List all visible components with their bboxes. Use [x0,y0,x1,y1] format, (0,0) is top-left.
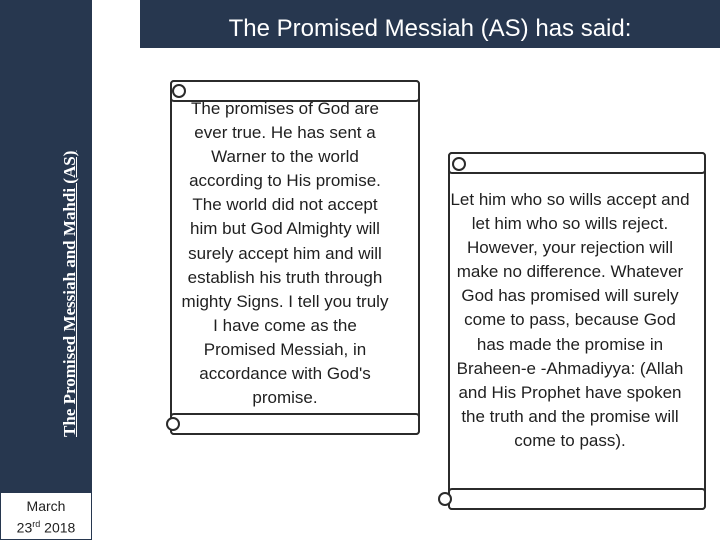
date-year: 2018 [40,519,76,536]
date-day: 23 [16,519,33,536]
quote-scroll-right [448,152,706,510]
date-day-year [0,515,92,537]
quote-text-left: The promises of God are ever true. He has sent a Warner to the world according to His promise. The world did not accept him but God Almighty will surely accept him and will establish his truth through mighty Signs. I tell you truly I have come as the Promised Messiah, in accordance with God's promise. [181,99,389,408]
page-title: The Promised Messiah (AS) has said: [140,0,720,48]
sidebar [0,0,92,540]
date-label [0,497,92,537]
quote-text-right: Let him who so wills accept and let him who so wills reject. However, your rejection will make no difference. Whatever God has promised will surely come to pass, because God has made the promise in Braheen-e -Ahmadiyya: (Allah and His Prophet have spoken the truth and the promise will come to pass). [450,190,690,450]
scroll-curl-icon [166,417,180,431]
scroll-bottom-roll [448,488,706,510]
scroll-curl-icon [452,157,466,171]
scroll-bottom-roll [170,413,420,435]
scroll-top-roll [448,152,706,174]
date-suffix: rd [32,519,41,529]
date-month: March [26,498,66,514]
scroll-curl-icon [438,492,452,506]
vertical-title: The Promised Messiah and Mahdi (AS) [60,150,79,437]
scroll-curl-icon [172,84,186,98]
quote-scroll-left [170,80,420,435]
